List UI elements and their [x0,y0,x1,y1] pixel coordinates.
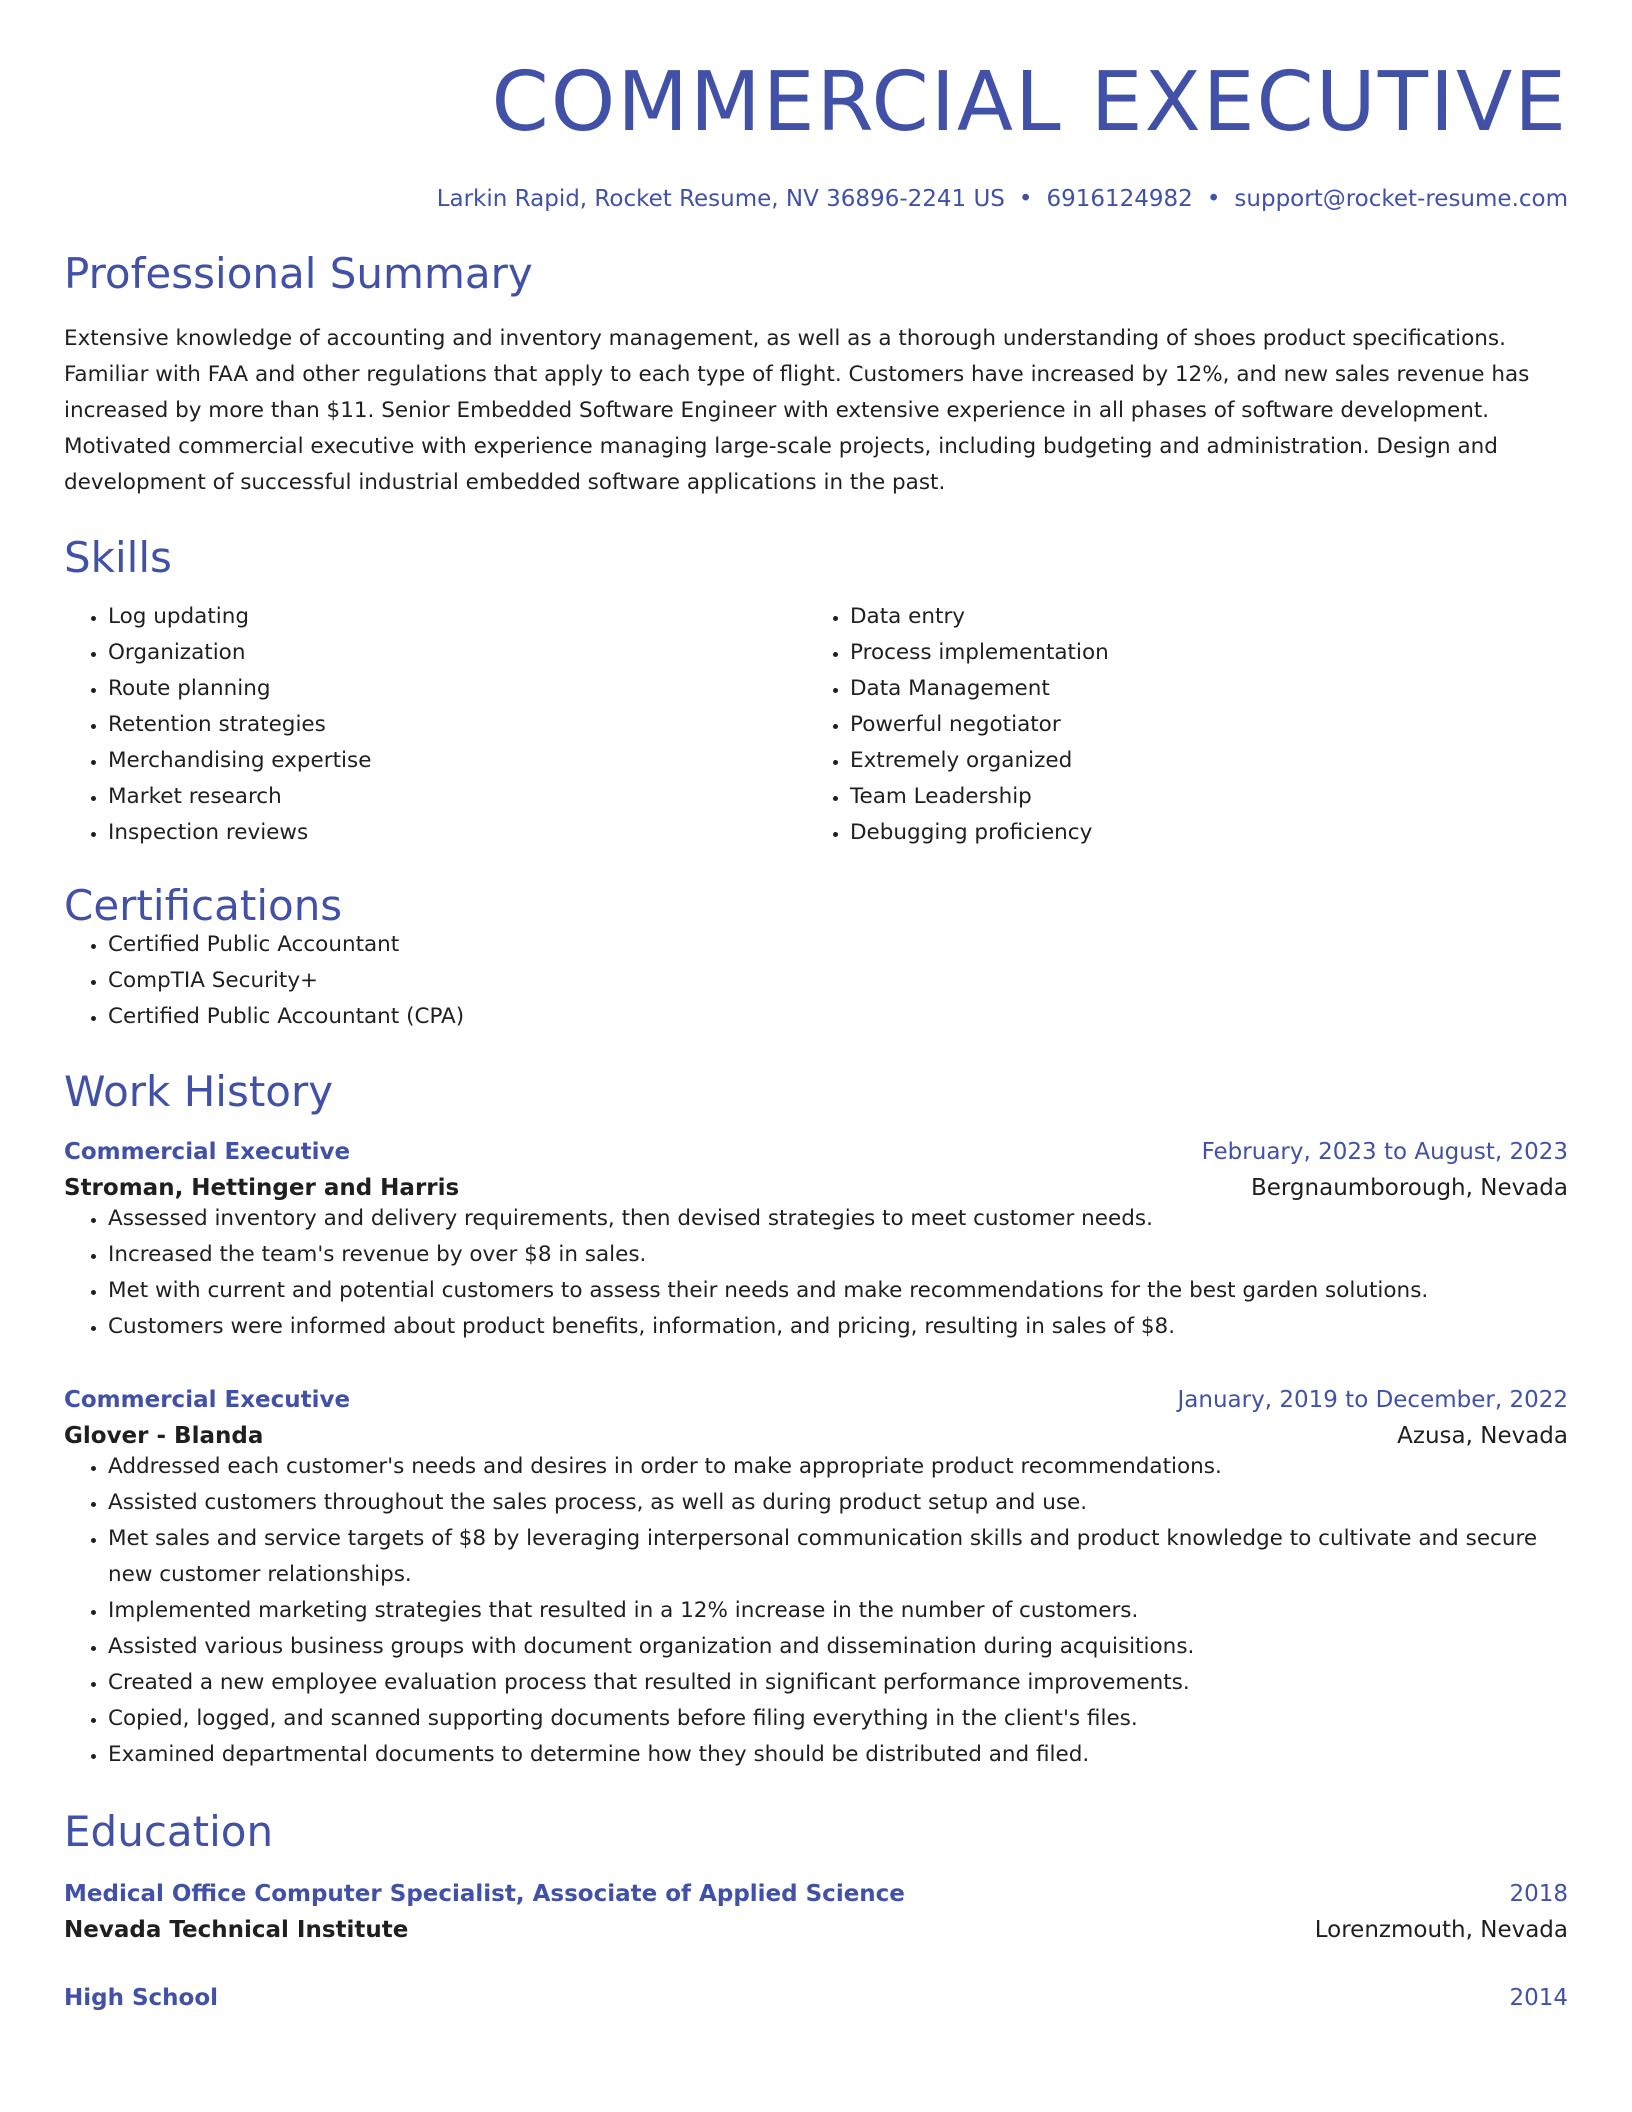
skill-item: • Retention strategies [108,707,806,743]
skill-item: • Process implementation [850,635,1548,671]
job-bullet: • Customers were informed about product benefits, information, and pricing, resulting in sales of $8. [108,1309,1568,1345]
contact-separator: • [1206,186,1221,212]
certification-item: • Certified Public Accountant [108,927,1568,963]
education-school: Nevada Technical Institute [64,1917,409,1943]
summary-text: Extensive knowledge of accounting and inventory management, as well as a thorough understanding of shoes product specifications. Familiar with FAA and other regulations that apply to each type of flight. Customers have increased by 12%, and new sales revenue has increased by more than $11. Senior Embedded Software Engineer with extensive experience in all phases of software development. Motivated commercial executive with experience managing large-scale projects, including budgeting and administration. Design and development of successful industrial embedded software applications in the past. [64,326,1530,495]
education-entry [64,1881,1568,1943]
job-bullets [64,1449,1568,1773]
certifications-list [64,927,1568,1035]
job-location: Bergnaumborough, Nevada [1250,1175,1568,1201]
education-entry [64,1985,1568,2011]
job-bullet: • Assisted various business groups with document organization and dissemination during acquisitions. [108,1629,1568,1665]
work-history-heading: Work History [64,1067,334,1116]
skill-item: • Market research [108,779,806,815]
job-title: Commercial Executive [64,1387,351,1413]
job-company: Stroman, Hettinger and Harris [64,1175,460,1201]
skill-item: • Extremely organized [850,743,1548,779]
skill-item: • Debugging proficiency [850,815,1548,851]
contact-separator: • [1018,186,1033,212]
skill-item: • Route planning [108,671,806,707]
skills-heading: Skills [64,533,172,582]
contact-line [64,188,1568,211]
skill-item: • Data Management [850,671,1548,707]
job-dates: February, 2023 to August, 2023 [1201,1139,1568,1165]
job-title: Commercial Executive [64,1139,351,1165]
job-company: Glover - Blanda [64,1423,264,1449]
skill-item: • Log updating [108,599,806,635]
job-location: Azusa, Nevada [1397,1423,1568,1449]
job-bullets [64,1201,1568,1345]
job-dates: January, 2019 to December, 2022 [1177,1387,1568,1413]
job-bullet: • Met sales and service targets of $8 by leveraging interpersonal communication skills and product knowledge to cultivate and secure new customer relationships. [108,1521,1568,1593]
resume-title: COMMERCIAL EXECUTIVE [491,55,1568,150]
education-degree: High School [64,1985,219,2011]
certification-item: • CompTIA Security+ [108,963,1568,999]
education-year: 2018 [1509,1881,1568,1907]
skills-column-right [806,599,1548,851]
skill-item: • Powerful negotiator [850,707,1548,743]
skill-item: • Inspection reviews [108,815,806,851]
skill-item: • Team Leadership [850,779,1548,815]
education-year: 2014 [1509,1985,1568,2011]
education-heading: Education [64,1807,274,1856]
contact-email[interactable]: support@rocket-resume.com [1234,186,1568,212]
job-bullet: • Assessed inventory and delivery requirements, then devised strategies to meet customer needs. [108,1201,1568,1237]
skill-item: • Organization [108,635,806,671]
education-degree: Medical Office Computer Specialist, Associate of Applied Science [64,1881,905,1907]
contact-address: Larkin Rapid, Rocket Resume, NV 36896-2241 US [436,186,1005,212]
skill-item: • Data entry [850,599,1548,635]
job-bullet: • Implemented marketing strategies that resulted in a 12% increase in the number of customers. [108,1593,1568,1629]
job-bullet: • Addressed each customer's needs and desires in order to make appropriate product recommendations. [108,1449,1568,1485]
summary-heading: Professional Summary [64,249,533,298]
job-entry [64,1387,1568,1773]
job-bullet: • Examined departmental documents to determine how they should be distributed and filed. [108,1737,1568,1773]
certification-item: • Certified Public Accountant (CPA) [108,999,1568,1035]
job-bullet: • Copied, logged, and scanned supporting documents before filing everything in the client's files. [108,1701,1568,1737]
job-bullet: • Met with current and potential customers to assess their needs and make recommendations for the best garden solutions. [108,1273,1568,1309]
skills-list [64,599,1568,851]
skill-item: • Merchandising expertise [108,743,806,779]
education-location: Lorenzmouth, Nevada [1314,1917,1568,1943]
job-bullet: • Created a new employee evaluation process that resulted in significant performance improvements. [108,1665,1568,1701]
skills-column-left [64,599,806,851]
job-bullet: • Assisted customers throughout the sales process, as well as during product setup and use. [108,1485,1568,1521]
contact-phone: 6916124982 [1046,186,1193,212]
job-bullet: • Increased the team's revenue by over $8 in sales. [108,1237,1568,1273]
job-entry [64,1139,1568,1345]
certifications-heading: Certifications [64,881,343,930]
